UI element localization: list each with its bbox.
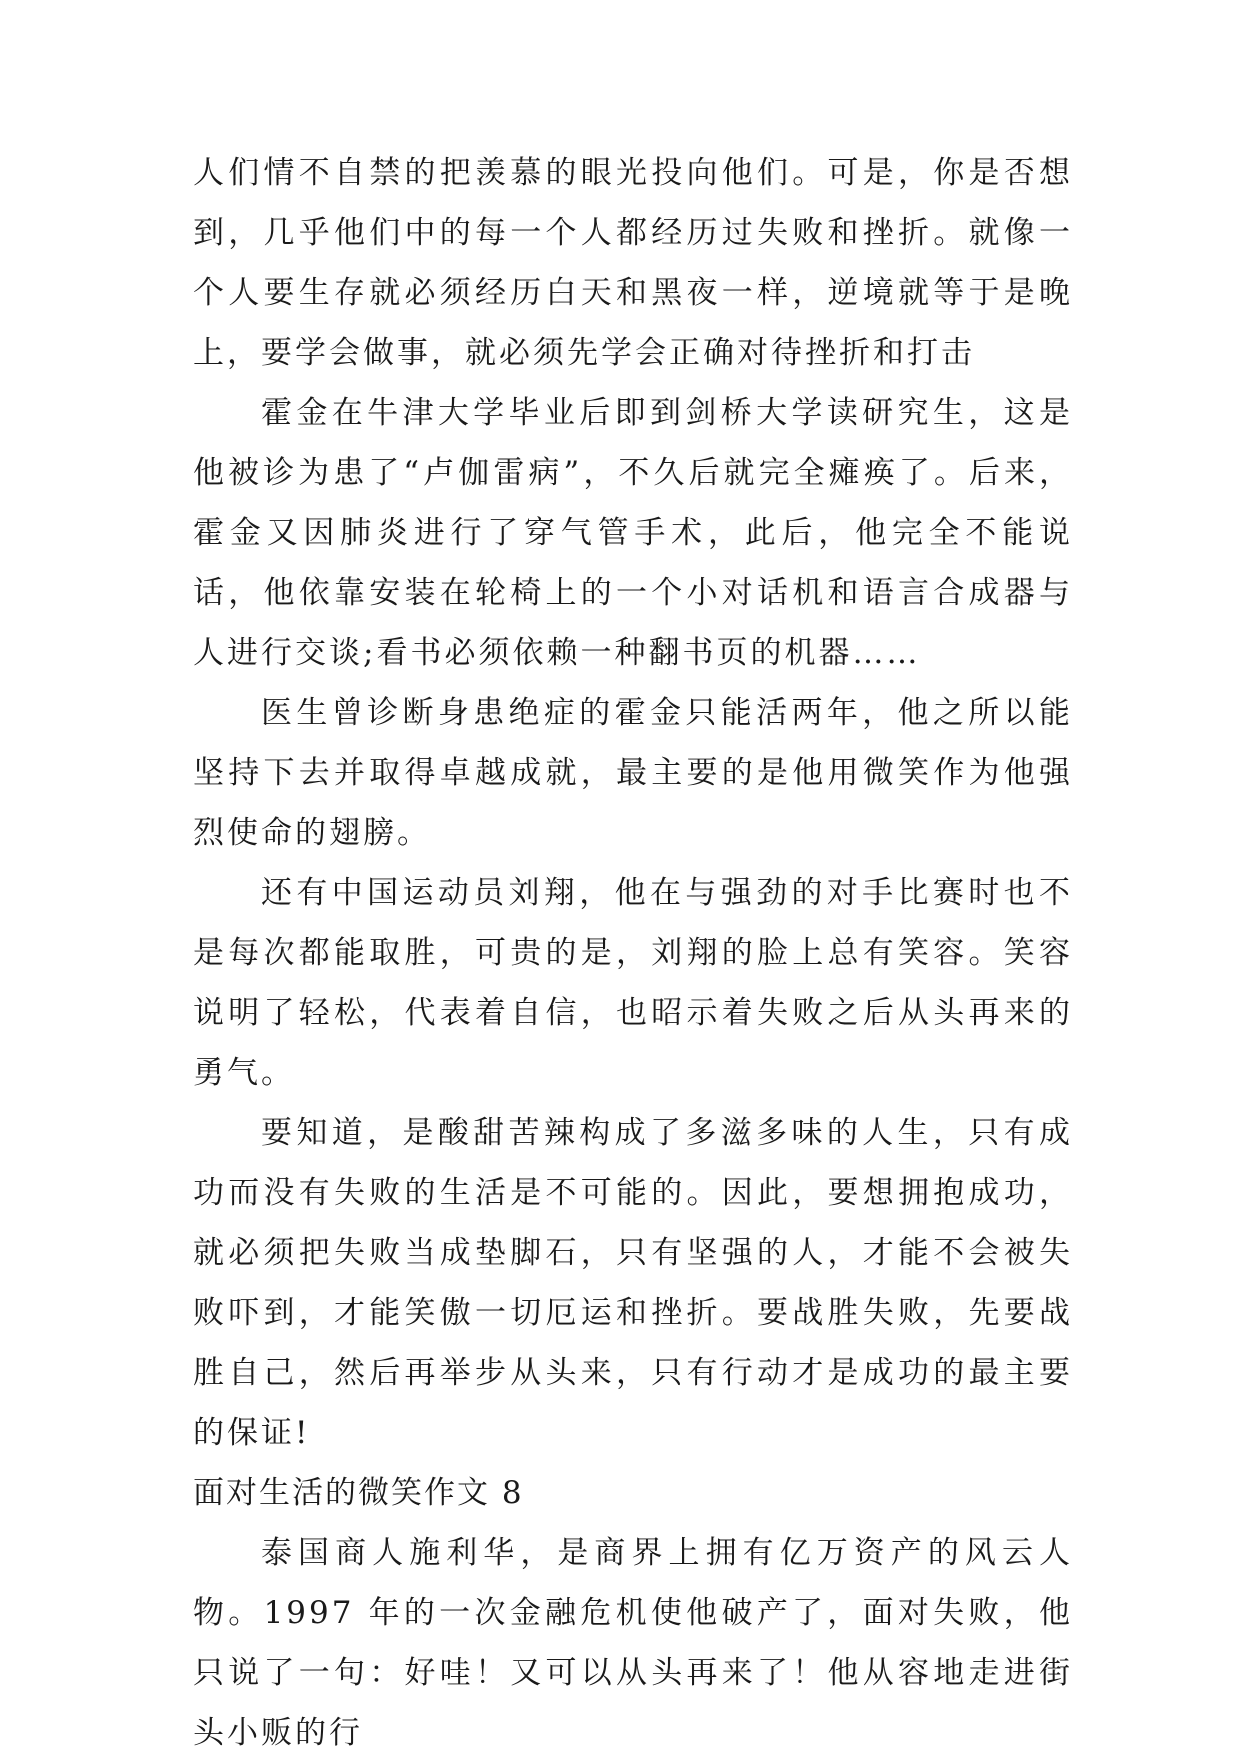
paragraph-2: 霍金在牛津大学毕业后即到剑桥大学读研究生，这是他被诊为患了“卢伽雷病”，不久后就完全瘫痪了。后来，霍金又因肺炎进行了穿气管手术，此后，他完全不能说话，他依靠安装在轮椅上的一个小对话机和语言合成器与人进行交谈;看书必须依赖一种翻书页的机器……: [193, 395, 1073, 671]
paragraph-5: 要知道，是酸甜苦辣构成了多滋多味的人生，只有成功而没有失败的生活是不可能的。因此，要想拥抱成功，就必须把失败当成垫脚石，只有坚强的人，才能不会被失败吓到，才能笑傲一切厄运和挫折。要战胜失败，先要战胜自己，然后再举步从头来，只有行动才是成功的最主要的保证!: [193, 1115, 1073, 1451]
paragraph-4: 还有中国运动员刘翔，他在与强劲的对手比赛时也不是每次都能取胜，可贵的是，刘翔的脸上总有笑容。笑容说明了轻松，代表着自信，也昭示着失败之后从头再来的勇气。: [193, 875, 1073, 1091]
paragraph-1: 人们情不自禁的把羡慕的眼光投向他们。可是，你是否想到，几乎他们中的每一个人都经历过失败和挫折。就像一个人要生存就必须经历白天和黑夜一样，逆境就等于是晚上，要学会做事，就必须先学会正确对待挫折和打击: [193, 155, 1073, 371]
paragraph-3: 医生曾诊断身患绝症的霍金只能活两年，他之所以能坚持下去并取得卓越成就，最主要的是他用微笑作为他强烈使命的翅膀。: [193, 695, 1073, 851]
document-body: [193, 143, 1073, 1763]
section-title: 面对生活的微笑作文 8: [193, 1475, 524, 1511]
paragraph-6: 泰国商人施利华，是商界上拥有亿万资产的风云人物。1997 年的一次金融危机使他破产了，面对失败，他只说了一句：好哇！又可以从头再来了！他从容地走进街头小贩的行: [193, 1535, 1073, 1751]
